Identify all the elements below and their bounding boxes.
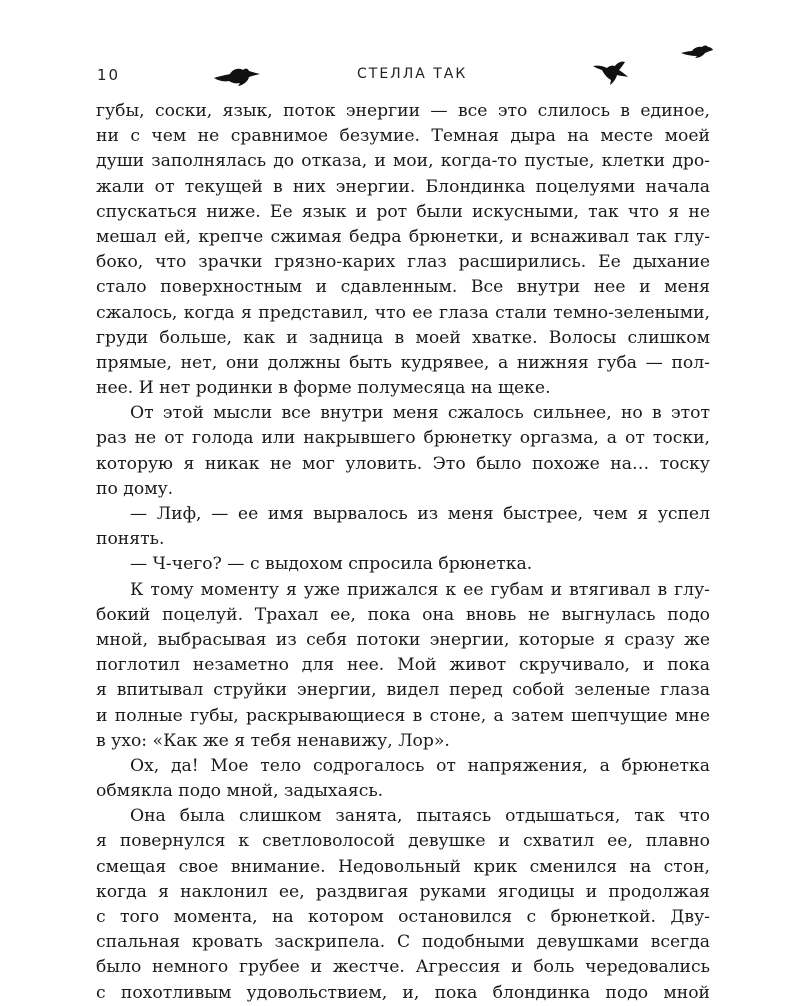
- text-line: обмякла подо мной, задыхаясь.: [96, 781, 384, 802]
- text-line: которую я никак не мог уловить. Это было похоже на… тоску: [96, 453, 710, 474]
- text-line: смещая свое внимание. Недовольный крик сменился на стон,: [96, 856, 710, 877]
- text-line: мной, выбрасывая из себя потоки энергии, которые я сразу же: [96, 629, 710, 650]
- text-line: я повернулся к светловолосой девушке и схватил ее, плавно: [96, 831, 710, 852]
- body-text: [96, 99, 710, 1006]
- text-line: Она была слишком занята, пытаясь отдышаться, так что: [130, 806, 710, 827]
- text-line: сжалось, когда я представил, что ее глаза стали темно-зелеными,: [96, 302, 710, 323]
- text-line: ни с чем не сравнимое безумие. Темная дыра на месте моей: [96, 126, 710, 147]
- text-line: по дому.: [96, 478, 174, 499]
- page-number: 10: [97, 66, 121, 84]
- crow-icon: [592, 60, 630, 86]
- text-line: когда я наклонил ее, раздвигая руками ягодицы и продолжая: [96, 881, 710, 902]
- text-line: губы, соски, язык, поток энергии — все это слилось в единое,: [96, 101, 710, 121]
- text-line: боко, что зрачки грязно-карих глаз расширились. Ее дыхание: [96, 252, 710, 273]
- text-line: души заполнялась до отказа, и мои, когда-то пустые, клетки дро-: [96, 151, 710, 172]
- crow-icon: [680, 44, 714, 60]
- text-line: спальная кровать заскрипела. С подобными девушками всегда: [96, 932, 710, 953]
- crow-icon: [212, 66, 262, 88]
- text-line: Ох, да! Мое тело содрогалось от напряжения, а брюнетка: [130, 755, 710, 776]
- text-line: К тому моменту я уже прижался к ее губам и втягивал в глу-: [130, 579, 710, 600]
- text-line: стало поверхностным и сдавленным. Все внутри нее и меня: [96, 277, 710, 298]
- running-title: СТЕЛЛА ТАК: [357, 66, 468, 82]
- text-line: спускаться ниже. Ее язык и рот были искусными, так что я не: [96, 201, 710, 222]
- text-line: понять.: [96, 529, 165, 550]
- text-line: мешал ей, крепче сжимая бедра брюнетки, и вснаживал так глу-: [96, 226, 710, 247]
- text-line: От этой мысли все внутри меня сжалось сильнее, но в этот: [130, 403, 710, 424]
- page-header: [0, 60, 800, 90]
- text-line: поглотил незаметно для нее. Мой живот скручивало, и пока: [96, 655, 710, 676]
- text-line: и полные губы, раскрывающиеся в стоне, а затем шепчущие мне: [96, 705, 710, 726]
- text-line: бокий поцелуй. Трахал ее, пока она вновь не выгнулась подо: [96, 604, 710, 625]
- text-line: в ухо: «Как же я тебя ненавижу, Лор».: [96, 730, 450, 751]
- text-line: — Лиф, — ее имя вырвалось из меня быстрее, чем я успел: [130, 504, 710, 524]
- text-line: с похотливым удовольствием, и, пока блондинка подо мной: [96, 982, 710, 1003]
- text-line: — Ч-чего? — с выдохом спросила брюнетка.: [130, 554, 533, 575]
- text-line: я впитывал струйки энергии, видел перед собой зеленые глаза: [96, 680, 710, 701]
- text-line: было немного грубее и жестче. Агрессия и боль чередовались: [96, 957, 710, 978]
- text-line: раз не от голода или накрывшего брюнетку оргазма, а от тоски,: [96, 428, 710, 449]
- text-line: жали от текущей в них энергии. Блондинка поцелуями начала: [96, 176, 710, 197]
- text-line: с того момента, на котором остановился с брюнеткой. Дву-: [96, 907, 710, 927]
- text-line: прямые, нет, они должны быть кудрявее, а нижняя губа — пол-: [96, 352, 710, 373]
- text-line: нее. И нет родинки в форме полумесяца на щеке.: [96, 378, 551, 399]
- text-line: груди больше, как и задница в моей хватке. Волосы слишком: [96, 327, 710, 348]
